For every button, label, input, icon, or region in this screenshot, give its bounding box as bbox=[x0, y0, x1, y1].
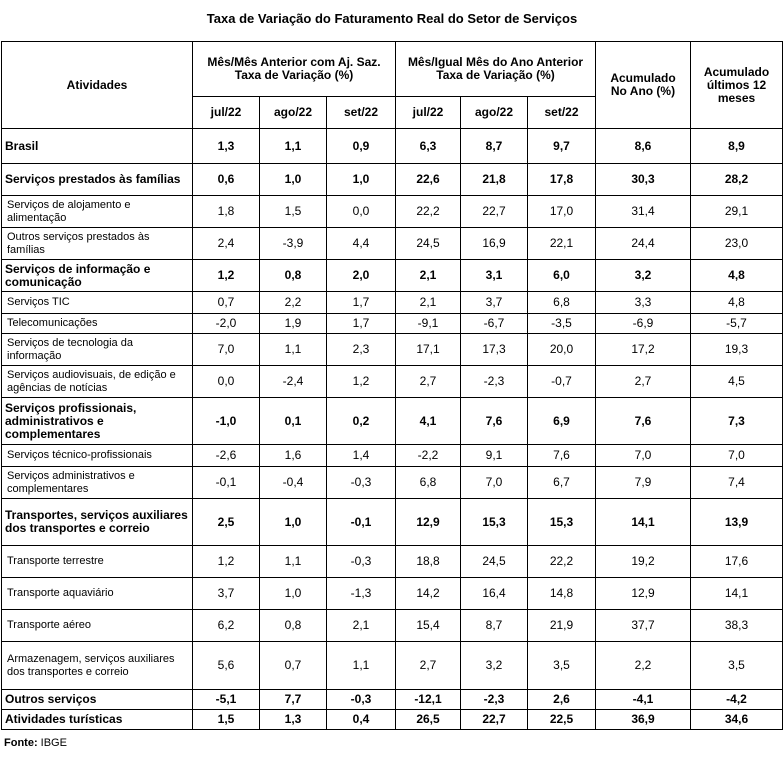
table-row bbox=[2, 129, 783, 164]
value-cell: 1,0 bbox=[260, 499, 327, 546]
value-cell: 17,1 bbox=[396, 334, 461, 366]
activity-name: Serviços audiovisuais, de edição e agências de notícias bbox=[2, 366, 193, 398]
table-row bbox=[2, 610, 783, 642]
value-cell: 3,2 bbox=[461, 642, 528, 690]
value-cell: 6,7 bbox=[528, 467, 596, 499]
value-cell: 7,6 bbox=[528, 445, 596, 467]
table-row bbox=[2, 314, 783, 334]
value-cell: -4,2 bbox=[691, 690, 783, 710]
value-cell: 24,5 bbox=[461, 546, 528, 578]
value-cell: 0,8 bbox=[260, 260, 327, 292]
header-month: set/22 bbox=[528, 97, 596, 129]
value-cell: 1,1 bbox=[260, 334, 327, 366]
value-cell: 6,3 bbox=[396, 129, 461, 164]
activity-name: Transporte aéreo bbox=[2, 610, 193, 642]
value-cell: 23,0 bbox=[691, 228, 783, 260]
value-cell: 8,7 bbox=[461, 610, 528, 642]
value-cell: 37,7 bbox=[596, 610, 691, 642]
value-cell: 8,7 bbox=[461, 129, 528, 164]
table-row bbox=[2, 334, 783, 366]
value-cell: 8,9 bbox=[691, 129, 783, 164]
table-row bbox=[2, 196, 783, 228]
table-row bbox=[2, 366, 783, 398]
table-row bbox=[2, 260, 783, 292]
value-cell: -5,1 bbox=[193, 690, 260, 710]
value-cell: 4,1 bbox=[396, 398, 461, 445]
value-cell: 9,1 bbox=[461, 445, 528, 467]
value-cell: 1,2 bbox=[193, 260, 260, 292]
header-month: ago/22 bbox=[260, 97, 327, 129]
activity-name: Armazenagem, serviços auxiliares dos transportes e correio bbox=[2, 642, 193, 690]
value-cell: 1,0 bbox=[260, 578, 327, 610]
value-cell: 7,0 bbox=[691, 445, 783, 467]
value-cell: 0,9 bbox=[327, 129, 396, 164]
value-cell: 4,5 bbox=[691, 366, 783, 398]
value-cell: 7,6 bbox=[596, 398, 691, 445]
value-cell: 22,5 bbox=[528, 710, 596, 730]
value-cell: -1,0 bbox=[193, 398, 260, 445]
value-cell: 14,1 bbox=[596, 499, 691, 546]
value-cell: 0,1 bbox=[260, 398, 327, 445]
header-group2-line1: Mês/Igual Mês do Ano Anterior bbox=[407, 55, 584, 69]
header-month: jul/22 bbox=[193, 97, 260, 129]
header-group2-line2: Taxa de Variação (%) bbox=[436, 68, 555, 82]
value-cell: 6,8 bbox=[528, 292, 596, 314]
value-cell: 5,6 bbox=[193, 642, 260, 690]
value-cell: -3,9 bbox=[260, 228, 327, 260]
value-cell: 1,3 bbox=[193, 129, 260, 164]
value-cell: 1,3 bbox=[260, 710, 327, 730]
header-acumulado-12: Acumulado últimos 12 meses bbox=[691, 42, 783, 129]
value-cell: 3,2 bbox=[596, 260, 691, 292]
value-cell: 2,1 bbox=[396, 292, 461, 314]
activity-name: Telecomunicações bbox=[2, 314, 193, 334]
value-cell: 1,2 bbox=[327, 366, 396, 398]
value-cell: 29,1 bbox=[691, 196, 783, 228]
value-cell: 7,3 bbox=[691, 398, 783, 445]
value-cell: -0,4 bbox=[260, 467, 327, 499]
value-cell: 9,7 bbox=[528, 129, 596, 164]
value-cell: 2,1 bbox=[396, 260, 461, 292]
value-cell: 4,4 bbox=[327, 228, 396, 260]
value-cell: 6,2 bbox=[193, 610, 260, 642]
value-cell: 0,4 bbox=[327, 710, 396, 730]
table-title: Taxa de Variação do Faturamento Real do Setor de Serviços bbox=[206, 11, 578, 26]
value-cell: -0,3 bbox=[327, 467, 396, 499]
value-cell: 17,8 bbox=[528, 164, 596, 196]
value-cell: -4,1 bbox=[596, 690, 691, 710]
value-cell: -5,7 bbox=[691, 314, 783, 334]
value-cell: 17,2 bbox=[596, 334, 691, 366]
value-cell: 1,5 bbox=[260, 196, 327, 228]
activity-name: Serviços de informação e comunicação bbox=[2, 260, 193, 292]
value-cell: 30,3 bbox=[596, 164, 691, 196]
activity-name: Serviços administrativos e complementares bbox=[2, 467, 193, 499]
value-cell: 0,7 bbox=[193, 292, 260, 314]
value-cell: 15,3 bbox=[461, 499, 528, 546]
value-cell: -2,4 bbox=[260, 366, 327, 398]
value-cell: 26,5 bbox=[396, 710, 461, 730]
value-cell: 0,7 bbox=[260, 642, 327, 690]
value-cell: 2,2 bbox=[260, 292, 327, 314]
services-table bbox=[1, 41, 783, 730]
value-cell: 12,9 bbox=[396, 499, 461, 546]
value-cell: 3,7 bbox=[193, 578, 260, 610]
value-cell: 24,5 bbox=[396, 228, 461, 260]
value-cell: 1,7 bbox=[327, 314, 396, 334]
value-cell: 21,8 bbox=[461, 164, 528, 196]
value-cell: 22,6 bbox=[396, 164, 461, 196]
value-cell: 3,5 bbox=[528, 642, 596, 690]
value-cell: 16,9 bbox=[461, 228, 528, 260]
value-cell: 0,0 bbox=[327, 196, 396, 228]
value-cell: 0,0 bbox=[193, 366, 260, 398]
value-cell: -1,3 bbox=[327, 578, 396, 610]
value-cell: -12,1 bbox=[396, 690, 461, 710]
value-cell: 17,6 bbox=[691, 546, 783, 578]
activity-name: Atividades turísticas bbox=[2, 710, 193, 730]
activity-name: Brasil bbox=[2, 129, 193, 164]
table-row bbox=[2, 445, 783, 467]
value-cell: -2,3 bbox=[461, 690, 528, 710]
value-cell: 2,7 bbox=[596, 366, 691, 398]
activity-name: Serviços técnico-profissionais bbox=[2, 445, 193, 467]
value-cell: 22,7 bbox=[461, 710, 528, 730]
value-cell: 2,1 bbox=[327, 610, 396, 642]
activity-name: Transporte aquaviário bbox=[2, 578, 193, 610]
table-row bbox=[2, 398, 783, 445]
source-value: IBGE bbox=[37, 737, 67, 749]
value-cell: 0,2 bbox=[327, 398, 396, 445]
value-cell: 7,0 bbox=[461, 467, 528, 499]
activity-name: Serviços de alojamento e alimentação bbox=[2, 196, 193, 228]
value-cell: 1,9 bbox=[260, 314, 327, 334]
value-cell: -2,3 bbox=[461, 366, 528, 398]
activity-name: Outros serviços bbox=[2, 690, 193, 710]
value-cell: 22,1 bbox=[528, 228, 596, 260]
value-cell: -0,3 bbox=[327, 546, 396, 578]
value-cell: 13,9 bbox=[691, 499, 783, 546]
value-cell: 14,2 bbox=[396, 578, 461, 610]
value-cell: 15,4 bbox=[396, 610, 461, 642]
value-cell: 0,8 bbox=[260, 610, 327, 642]
value-cell: 14,1 bbox=[691, 578, 783, 610]
table-row bbox=[2, 578, 783, 610]
value-cell: 21,9 bbox=[528, 610, 596, 642]
value-cell: 2,0 bbox=[327, 260, 396, 292]
value-cell: 17,0 bbox=[528, 196, 596, 228]
value-cell: 12,9 bbox=[596, 578, 691, 610]
activity-name: Serviços profissionais, administrativos e complementares bbox=[2, 398, 193, 445]
value-cell: 8,6 bbox=[596, 129, 691, 164]
value-cell: 6,8 bbox=[396, 467, 461, 499]
value-cell: 7,4 bbox=[691, 467, 783, 499]
value-cell: 6,9 bbox=[528, 398, 596, 445]
header-acumulado-ano: Acumulado No Ano (%) bbox=[596, 42, 691, 129]
value-cell: 1,2 bbox=[193, 546, 260, 578]
table-row bbox=[2, 690, 783, 710]
table-row bbox=[2, 546, 783, 578]
header-month: jul/22 bbox=[396, 97, 461, 129]
header-group-mes-anterior bbox=[193, 42, 396, 97]
value-cell: 16,4 bbox=[461, 578, 528, 610]
value-cell: 1,5 bbox=[193, 710, 260, 730]
value-cell: 19,2 bbox=[596, 546, 691, 578]
value-cell: 14,8 bbox=[528, 578, 596, 610]
value-cell: 36,9 bbox=[596, 710, 691, 730]
value-cell: 2,3 bbox=[327, 334, 396, 366]
value-cell: 2,5 bbox=[193, 499, 260, 546]
value-cell: 28,2 bbox=[691, 164, 783, 196]
header-group-ano-anterior bbox=[396, 42, 596, 97]
value-cell: 1,6 bbox=[260, 445, 327, 467]
value-cell: 2,2 bbox=[596, 642, 691, 690]
value-cell: 7,9 bbox=[596, 467, 691, 499]
header-group1-line2: Taxa de Variação (%) bbox=[234, 68, 354, 82]
table-row bbox=[2, 642, 783, 690]
table-row bbox=[2, 467, 783, 499]
value-cell: 3,1 bbox=[461, 260, 528, 292]
value-cell: 15,3 bbox=[528, 499, 596, 546]
value-cell: 1,4 bbox=[327, 445, 396, 467]
activity-name: Serviços de tecnologia da informação bbox=[2, 334, 193, 366]
value-cell: 18,8 bbox=[396, 546, 461, 578]
value-cell: 22,2 bbox=[528, 546, 596, 578]
value-cell: -3,5 bbox=[528, 314, 596, 334]
value-cell: 6,0 bbox=[528, 260, 596, 292]
value-cell: 24,4 bbox=[596, 228, 691, 260]
header-month: ago/22 bbox=[461, 97, 528, 129]
value-cell: 3,5 bbox=[691, 642, 783, 690]
value-cell: 3,3 bbox=[596, 292, 691, 314]
value-cell: 2,6 bbox=[528, 690, 596, 710]
value-cell: 7,6 bbox=[461, 398, 528, 445]
value-cell: 1,7 bbox=[327, 292, 396, 314]
value-cell: 7,7 bbox=[260, 690, 327, 710]
header-month: set/22 bbox=[327, 97, 396, 129]
value-cell: -9,1 bbox=[396, 314, 461, 334]
value-cell: -2,2 bbox=[396, 445, 461, 467]
value-cell: 3,7 bbox=[461, 292, 528, 314]
activity-name: Serviços TIC bbox=[2, 292, 193, 314]
activity-name: Transportes, serviços auxiliares dos transportes e correio bbox=[2, 499, 193, 546]
value-cell: 7,0 bbox=[596, 445, 691, 467]
value-cell: -2,6 bbox=[193, 445, 260, 467]
value-cell: 1,1 bbox=[260, 129, 327, 164]
value-cell: 20,0 bbox=[528, 334, 596, 366]
value-cell: 34,6 bbox=[691, 710, 783, 730]
table-row bbox=[2, 499, 783, 546]
table-row bbox=[2, 292, 783, 314]
value-cell: 38,3 bbox=[691, 610, 783, 642]
activity-name: Serviços prestados às famílias bbox=[2, 164, 193, 196]
value-cell: 1,8 bbox=[193, 196, 260, 228]
value-cell: 1,0 bbox=[260, 164, 327, 196]
activity-name: Outros serviços prestados às famílias bbox=[2, 228, 193, 260]
value-cell: 4,8 bbox=[691, 260, 783, 292]
header-atividades: Atividades bbox=[2, 42, 193, 129]
value-cell: 2,7 bbox=[396, 642, 461, 690]
value-cell: -0,3 bbox=[327, 690, 396, 710]
value-cell: 0,6 bbox=[193, 164, 260, 196]
value-cell: 31,4 bbox=[596, 196, 691, 228]
value-cell: 1,1 bbox=[260, 546, 327, 578]
value-cell: -0,7 bbox=[528, 366, 596, 398]
value-cell: 4,8 bbox=[691, 292, 783, 314]
value-cell: -0,1 bbox=[327, 499, 396, 546]
value-cell: -2,0 bbox=[193, 314, 260, 334]
table-row bbox=[2, 228, 783, 260]
value-cell: 1,0 bbox=[327, 164, 396, 196]
table-row bbox=[2, 164, 783, 196]
value-cell: 2,7 bbox=[396, 366, 461, 398]
value-cell: -0,1 bbox=[193, 467, 260, 499]
value-cell: 17,3 bbox=[461, 334, 528, 366]
value-cell: 22,7 bbox=[461, 196, 528, 228]
value-cell: 22,2 bbox=[396, 196, 461, 228]
value-cell: 1,1 bbox=[327, 642, 396, 690]
value-cell: -6,9 bbox=[596, 314, 691, 334]
value-cell: 2,4 bbox=[193, 228, 260, 260]
value-cell: 19,3 bbox=[691, 334, 783, 366]
value-cell: -6,7 bbox=[461, 314, 528, 334]
source-label: Fonte: bbox=[4, 737, 38, 749]
source-note bbox=[4, 737, 67, 749]
header-group1-line1: Mês/Mês Anterior com Aj. Saz. bbox=[207, 55, 381, 69]
value-cell: 7,0 bbox=[193, 334, 260, 366]
table-row bbox=[2, 710, 783, 730]
activity-name: Transporte terrestre bbox=[2, 546, 193, 578]
